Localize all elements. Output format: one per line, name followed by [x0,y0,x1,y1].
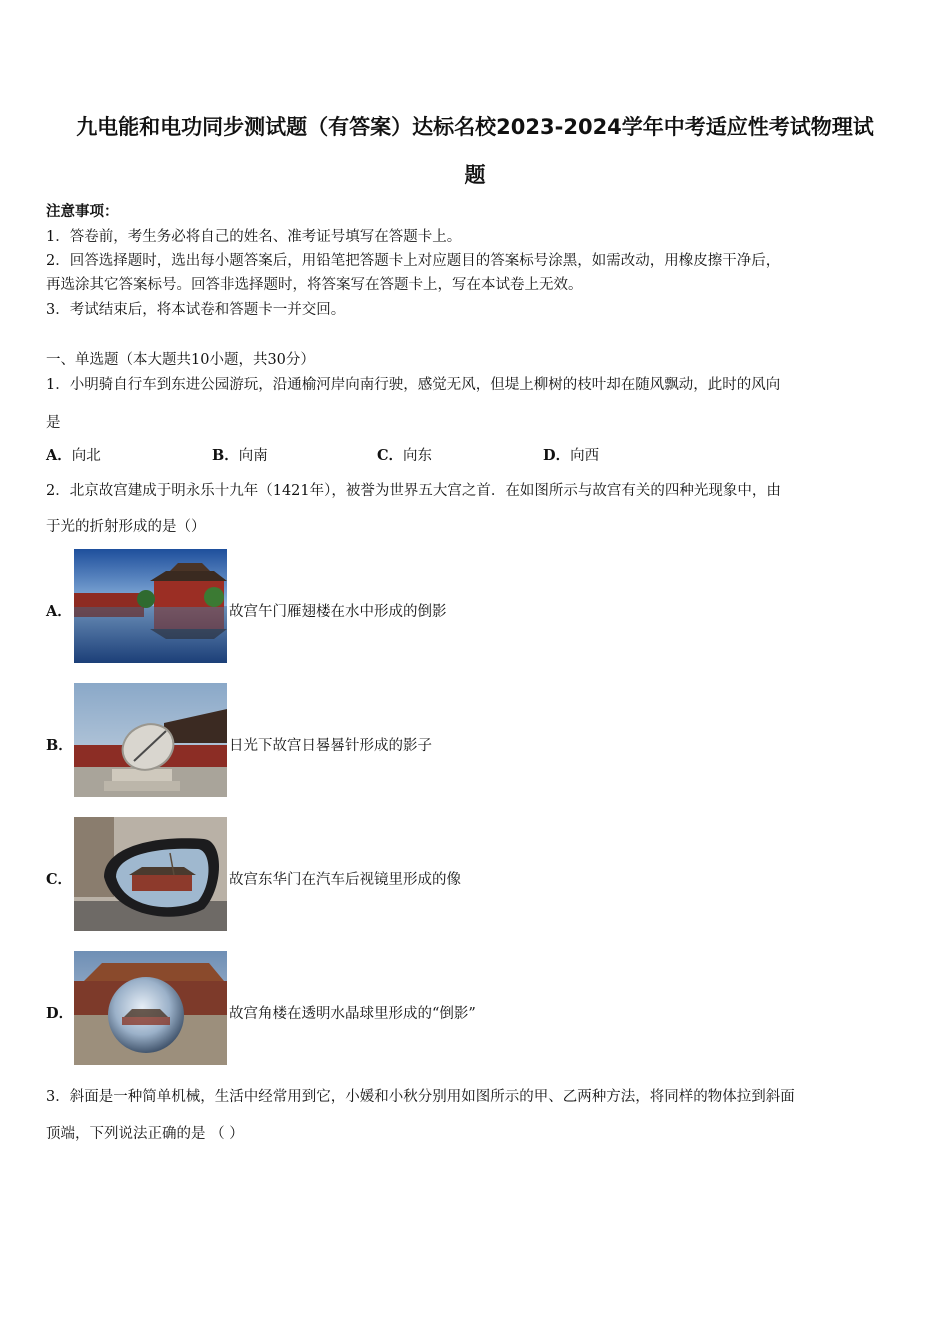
q2-option-c-label: C． [46,871,73,888]
notice-heading: 注意事项： [46,203,119,220]
option-label: B． [212,447,239,464]
page-title: 九电能和电功同步测试题（有答案）达标名校2023-2024学年中考适应性考试物理试 [76,115,874,139]
notice-item: 3．考试结束后，将本试卷和答题卡一并交回。 [46,302,346,318]
q2-option-a-label: A． [46,603,72,620]
crystal-ball-photo [74,951,227,1065]
q1-option-b [212,445,268,467]
q2-option-b-label: B． [46,737,73,754]
page-title-continued: 题 [464,163,486,187]
q2-option-d-label: D． [46,1005,74,1022]
question-1-text-continued: 是 [46,415,61,431]
question-2-text-continued: 于光的折射形成的是（） [46,519,206,535]
option-label: D． [543,447,571,464]
notice-item: 1．答卷前，考生务必将自己的姓名、准考证号填写在答题卡上。 [46,229,462,245]
palace-reflection-photo [74,549,227,663]
question-1-text: 1．小明骑自行车到东进公园游玩，沿通榆河岸向南行驶，感觉无风，但堤上柳树的枝叶却在随风飘动，此时的风向 [46,377,781,393]
option-text: 向东 [403,448,433,464]
option-label: A． [46,447,72,464]
notice-item: 再选涂其它答案标号。回答非选择题时，将答案写在答题卡上，写在本试卷上无效。 [46,277,583,293]
sundial-photo [74,683,227,797]
q2-option-a-text: 故宫午门雁翅楼在水中形成的倒影 [229,604,447,620]
q1-option-c [377,445,432,467]
notice-item: 2．回答选择题时，选出每小题答案后，用铅笔把答题卡上对应题目的答案标号涂黑，如需改动，用橡皮擦干净后， [46,253,781,269]
question-3-text: 3．斜面是一种简单机械，生活中经常用到它，小媛和小秋分别用如图所示的甲、乙两种方法，将同样的物体拉到斜面 [46,1089,795,1105]
option-text: 向北 [71,448,101,464]
q1-option-a [46,445,101,467]
question-2-text: 2．北京故宫建成于明永乐十九年（1421年），被誉为世界五大宫之首．在如图所示与故宫有关的四种光现象中，由 [46,483,781,499]
q2-option-b-text: 日光下故宫日晷晷针形成的影子 [229,738,432,754]
option-text: 向南 [238,448,268,464]
q1-option-d [543,445,599,467]
q2-option-d-text: 故宫角楼在透明水晶球里形成的“倒影” [229,1006,476,1022]
q2-option-c-text: 故宫东华门在汽车后视镜里形成的像 [229,872,461,888]
car-mirror-photo [74,817,227,931]
option-text: 向西 [570,448,600,464]
section-heading: 一、单选题（本大题共10小题，共30分） [46,352,315,368]
question-3-text-continued: 顶端，下列说法正确的是 （ ） [46,1126,244,1142]
option-label: C． [377,447,404,464]
